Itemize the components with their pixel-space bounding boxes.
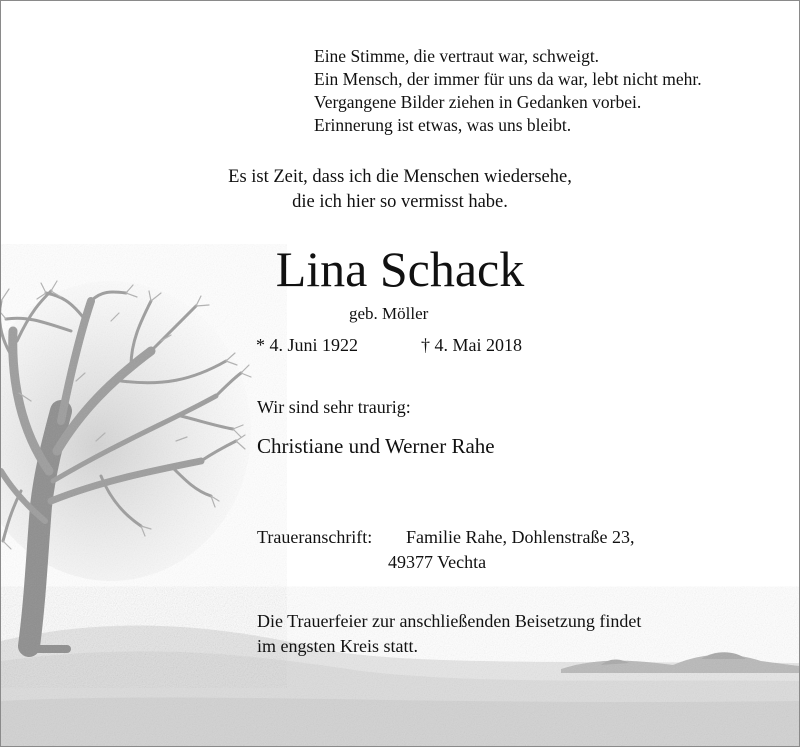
maiden-name: geb. Möller	[349, 304, 429, 323]
tree	[1, 281, 261, 651]
quote-line: die ich hier so vermisst habe.	[292, 192, 508, 212]
deceased-name: Lina Schack	[275, 241, 525, 297]
service-line: im engsten Kreis statt.	[257, 636, 418, 656]
address-line-2: 49377 Vechta	[388, 552, 487, 572]
address-line-1: Familie Rahe, Dohlenstraße 23,	[406, 527, 635, 547]
mourners-names: Christiane und Werner Rahe	[257, 434, 495, 458]
mourners-intro: Wir sind sehr traurig:	[257, 397, 411, 417]
poem	[314, 45, 702, 137]
poem-line: Erinnerung ist etwas, was uns bleibt.	[314, 115, 572, 135]
service-notice	[257, 609, 641, 659]
death-date: † 4. Mai 2018	[421, 335, 522, 355]
birth-date: * 4. Juni 1922	[256, 335, 359, 355]
poem-line: Vergangene Bilder ziehen in Gedanken vorbei.	[314, 92, 642, 112]
quote-line: Es ist Zeit, dass ich die Menschen wiedersehe,	[228, 167, 572, 187]
address-label: Traueranschrift:	[257, 527, 373, 547]
quote	[1, 165, 799, 215]
poem-line: Eine Stimme, die vertraut war, schweigt.	[314, 46, 600, 66]
service-line: Die Trauerfeier zur anschließenden Beisetzung findet	[257, 611, 642, 631]
poem-line: Ein Mensch, der immer für uns da war, lebt nicht mehr.	[314, 69, 702, 89]
